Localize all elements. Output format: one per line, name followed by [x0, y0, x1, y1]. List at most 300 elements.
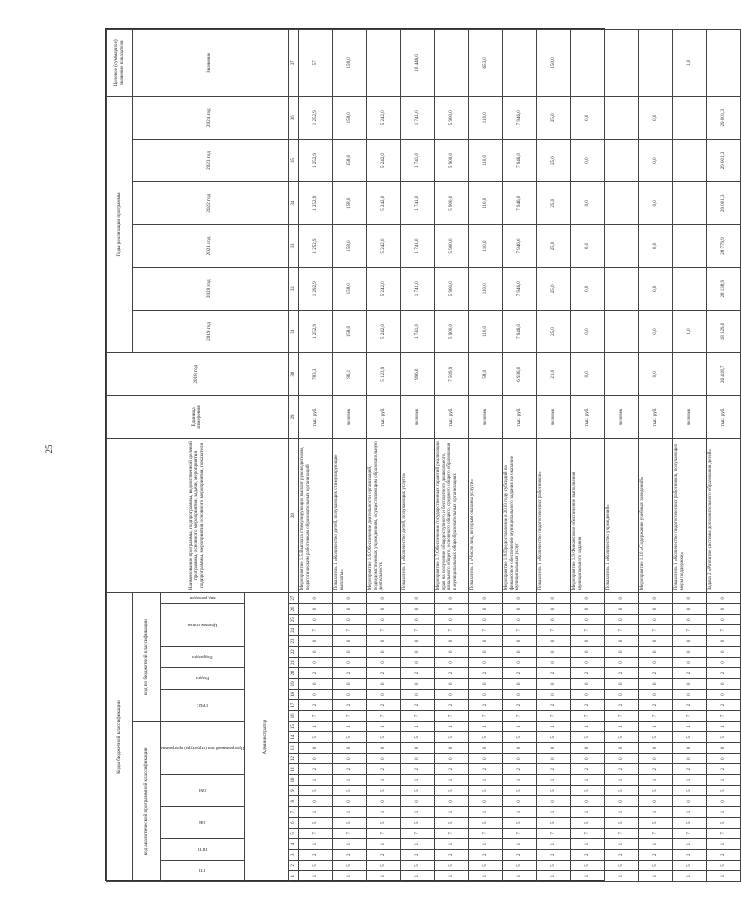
row-target-value	[502, 30, 536, 97]
row-unit: тыс. руб.	[434, 396, 468, 439]
code-cell: 1	[672, 807, 706, 818]
code-cell: 0	[468, 657, 502, 668]
column-number: 1	[288, 871, 298, 882]
code-cell: 5	[604, 817, 638, 828]
code-cell: 0	[706, 743, 740, 754]
code-cell: 7	[638, 625, 672, 636]
code-cell: 7	[332, 711, 366, 722]
header-program-structure: Программный тип (структура) программы	[161, 721, 245, 774]
row-name: Показатель 1 «Количество детей, получающих услуги»	[400, 438, 434, 592]
code-cell: 1	[468, 721, 502, 732]
row-name: Показатель 1 «Количество педагогических работников, получающих меры поддержки»	[672, 438, 706, 592]
header-admin: Администратор	[244, 593, 288, 882]
code-cell: 0	[570, 753, 604, 764]
code-cell: 2	[672, 668, 706, 679]
row-year-value: 25,0	[536, 182, 570, 225]
code-cell: 1	[502, 721, 536, 732]
header-program-code: код аналитической программной классификации	[133, 721, 161, 881]
code-cell: 1	[570, 839, 604, 850]
code-cell: 5	[638, 785, 672, 796]
table-row	[502, 30, 536, 882]
code-cell: 7	[502, 828, 536, 839]
row-unit: тыс. руб.	[570, 396, 604, 439]
row-unit: тыс. руб.	[502, 396, 536, 439]
row-target-value	[366, 30, 400, 97]
code-cell: 5	[366, 817, 400, 828]
row-year-value: 0,0	[570, 96, 604, 139]
code-cell: 7	[706, 711, 740, 722]
row-year-value: 1 741,0	[400, 225, 434, 268]
code-cell: 0	[706, 614, 740, 625]
code-cell: 7	[468, 625, 502, 636]
code-cell: 5	[672, 817, 706, 828]
row-year-value: 5 900,0	[434, 310, 468, 353]
row-2018-value: 96,1	[332, 353, 366, 396]
code-cell: 2	[468, 764, 502, 775]
row-year-value: 5 900,0	[434, 139, 468, 182]
row-name: Мероприятие 1.5.Выплата стимулирующих выплат руководителям, педагогическим работникам образовательных организаций	[298, 438, 332, 592]
code-cell: 2	[604, 700, 638, 711]
row-year-value: 18 129,0	[706, 310, 740, 353]
code-cell: 7	[434, 625, 468, 636]
row-unit: тыс. руб.	[638, 396, 672, 439]
code-cell: 2	[332, 849, 366, 860]
code-cell: 1	[298, 839, 332, 850]
code-cell: 1	[400, 871, 434, 882]
row-unit: человек	[604, 396, 638, 439]
code-cell: 0	[536, 614, 570, 625]
code-cell: 1	[298, 775, 332, 786]
code-cell: 1	[638, 721, 672, 732]
code-cell: 0	[366, 636, 400, 647]
row-unit: тыс. руб.	[366, 396, 400, 439]
code-cell: 0	[502, 796, 536, 807]
code-cell: 7	[468, 828, 502, 839]
row-year-value: 1 741,0	[400, 96, 434, 139]
code-cell: 0	[468, 678, 502, 689]
code-cell: 2	[434, 700, 468, 711]
code-cell: 1	[332, 721, 366, 732]
column-number: 23	[288, 636, 298, 647]
row-year-value: 0,0	[638, 182, 672, 225]
code-cell: 2	[400, 668, 434, 679]
code-cell: 5	[468, 860, 502, 871]
row-year-value: 0,0	[638, 225, 672, 268]
code-cell: 5	[400, 785, 434, 796]
code-cell: 2	[638, 700, 672, 711]
row-year-value	[604, 139, 638, 182]
row-year-value: 7 946,0	[502, 139, 536, 182]
code-cell: 0	[468, 796, 502, 807]
header-grbs: ГРБС	[161, 689, 245, 721]
code-cell: 0	[434, 753, 468, 764]
code-cell: 2	[706, 764, 740, 775]
column-number-row	[288, 30, 298, 882]
code-cell: 5	[570, 785, 604, 796]
row-2018-value: 7 509,9	[434, 353, 468, 396]
code-cell: 2	[366, 849, 400, 860]
code-cell: 0	[536, 689, 570, 700]
row-year-value: 25,0	[536, 310, 570, 353]
row-year-value: 158,0	[332, 267, 366, 310]
row-name: Показатель 1 «Количество детей, получающих стимулирующие выплаты»	[332, 438, 366, 592]
code-cell: 5	[604, 785, 638, 796]
code-cell: 0	[638, 689, 672, 700]
code-cell: 0	[468, 593, 502, 604]
code-cell: 0	[400, 743, 434, 754]
code-cell: 0	[638, 604, 672, 615]
code-cell: 0	[366, 614, 400, 625]
code-cell: 0	[604, 646, 638, 657]
code-cell: 0	[434, 796, 468, 807]
column-number: 13	[288, 743, 298, 754]
code-cell: 5	[536, 860, 570, 871]
code-cell: 0	[434, 646, 468, 657]
code-cell: 5	[502, 732, 536, 743]
column-number: 26	[288, 604, 298, 615]
code-cell: 2	[400, 849, 434, 860]
row-unit: человек	[332, 396, 366, 439]
code-cell: 2	[332, 764, 366, 775]
code-cell: 0	[298, 753, 332, 764]
code-cell: 0	[298, 604, 332, 615]
code-cell: 0	[502, 743, 536, 754]
code-cell: 0	[570, 678, 604, 689]
code-cell: 1	[706, 721, 740, 732]
code-cell: 1	[366, 871, 400, 882]
code-cell: 0	[366, 593, 400, 604]
code-cell: 2	[366, 668, 400, 679]
code-cell: 0	[298, 614, 332, 625]
code-cell: 1	[298, 871, 332, 882]
column-number: 35	[288, 139, 298, 182]
code-cell: 1	[672, 839, 706, 850]
header-subsection: Подраздел	[161, 646, 245, 667]
code-cell: 0	[434, 743, 468, 754]
row-name: Показатель 1 «Количество педагогических работников»	[536, 438, 570, 592]
code-cell: 2	[332, 668, 366, 679]
code-cell: 0	[400, 657, 434, 668]
row-year-value: 5 242,0	[366, 267, 400, 310]
row-year-value	[672, 267, 706, 310]
code-cell: 7	[604, 711, 638, 722]
row-year-value: 158,0	[332, 182, 366, 225]
row-year-value: 0,0	[570, 225, 604, 268]
header-budget-code: код по бюджетной классификации	[133, 593, 161, 721]
code-cell: 1	[366, 721, 400, 732]
code-cell: 7	[706, 828, 740, 839]
header-year-2024: 2024 год	[133, 96, 289, 139]
code-cell: 7	[604, 828, 638, 839]
header-unit: Единица измерения	[107, 396, 289, 439]
row-year-value: 7 946,0	[502, 225, 536, 268]
code-cell: 0	[366, 753, 400, 764]
code-cell: 0	[706, 604, 740, 615]
code-cell: 0	[536, 657, 570, 668]
code-cell: 1	[366, 807, 400, 818]
code-cell: 0	[400, 678, 434, 689]
code-cell: 0	[332, 657, 366, 668]
row-year-value: 158,0	[332, 139, 366, 182]
code-cell: 1	[570, 721, 604, 732]
code-cell: 0	[570, 743, 604, 754]
column-number: 22	[288, 646, 298, 657]
code-cell: 1	[638, 839, 672, 850]
code-cell: 0	[434, 636, 468, 647]
row-year-value: 1 252,9	[298, 96, 332, 139]
code-cell: 0	[672, 636, 706, 647]
code-cell: 1	[332, 839, 366, 850]
code-cell: 5	[366, 860, 400, 871]
code-cell: 0	[502, 636, 536, 647]
code-cell: 7	[366, 711, 400, 722]
code-cell: 1	[638, 807, 672, 818]
row-year-value: 1 741,0	[400, 139, 434, 182]
code-cell: 0	[366, 689, 400, 700]
column-number: 10	[288, 775, 298, 786]
code-cell: 1	[570, 775, 604, 786]
code-cell: 5	[536, 732, 570, 743]
code-cell: 0	[502, 657, 536, 668]
row-year-value: 5 900,0	[434, 267, 468, 310]
row-target-value: 57	[298, 30, 332, 97]
code-cell: 0	[706, 678, 740, 689]
row-year-value: 110,0	[468, 182, 502, 225]
row-year-value: 25,0	[536, 96, 570, 139]
code-cell: 0	[536, 753, 570, 764]
row-target-value: 150,0	[536, 30, 570, 97]
code-cell: 0	[706, 657, 740, 668]
code-cell: 0	[536, 604, 570, 615]
code-cell: 0	[570, 657, 604, 668]
code-cell: 0	[570, 636, 604, 647]
code-cell: 0	[604, 593, 638, 604]
code-cell: 0	[332, 636, 366, 647]
code-cell: 0	[570, 796, 604, 807]
code-cell: 1	[468, 775, 502, 786]
code-cell: 0	[536, 646, 570, 657]
code-cell: 1	[434, 807, 468, 818]
code-cell: 2	[570, 849, 604, 860]
code-cell: 7	[570, 625, 604, 636]
code-cell: 0	[638, 593, 672, 604]
code-cell: 0	[434, 604, 468, 615]
code-cell: 0	[536, 678, 570, 689]
code-cell: 1	[536, 839, 570, 850]
code-cell: 1	[400, 807, 434, 818]
code-cell: 0	[570, 593, 604, 604]
code-cell: 2	[536, 668, 570, 679]
column-number: 4	[288, 839, 298, 850]
code-cell: 2	[536, 700, 570, 711]
code-cell: 2	[434, 668, 468, 679]
row-year-value: 110,0	[468, 96, 502, 139]
code-cell: 0	[706, 689, 740, 700]
code-cell: 7	[536, 625, 570, 636]
code-cell: 7	[638, 711, 672, 722]
header-year-2018: 2018 год	[107, 353, 289, 396]
row-year-value: 29 001,3	[706, 139, 740, 182]
code-cell: 7	[706, 625, 740, 636]
row-year-value: 1 292,9	[298, 267, 332, 310]
code-cell: 0	[706, 646, 740, 657]
column-number: 9	[288, 785, 298, 796]
row-year-value	[604, 310, 638, 353]
code-cell: 0	[570, 614, 604, 625]
table-row	[604, 30, 638, 882]
row-2018-value	[604, 353, 638, 396]
table-body	[298, 30, 740, 882]
code-cell: 2	[332, 700, 366, 711]
code-cell: 1	[570, 807, 604, 818]
code-cell: 0	[536, 636, 570, 647]
code-cell: 0	[366, 678, 400, 689]
code-cell: 0	[332, 593, 366, 604]
code-cell: 0	[332, 753, 366, 764]
code-cell: 7	[298, 828, 332, 839]
table-row	[672, 30, 706, 882]
code-cell: 5	[332, 860, 366, 871]
row-2018-value: 0,0	[638, 353, 672, 396]
column-number: 16	[288, 711, 298, 722]
code-cell: 2	[672, 849, 706, 860]
row-2018-value: 58,0	[468, 353, 502, 396]
header-pgp: ПГП	[161, 839, 245, 860]
code-cell: 5	[434, 817, 468, 828]
code-cell: 5	[298, 817, 332, 828]
row-year-value: 7 946,0	[502, 182, 536, 225]
code-cell: 1	[502, 839, 536, 850]
row-year-value: 1,0	[672, 310, 706, 353]
row-year-value: 0,0	[638, 96, 672, 139]
header-codes: Коды бюджетной классификации	[107, 593, 133, 882]
table-row	[638, 30, 672, 882]
header-plan-years: Годы реализации программы	[107, 96, 133, 353]
column-number: 18	[288, 689, 298, 700]
column-number: 14	[288, 732, 298, 743]
header-gp: ГП	[161, 860, 245, 881]
code-cell: 7	[434, 828, 468, 839]
code-cell: 5	[502, 860, 536, 871]
column-number: 19	[288, 678, 298, 689]
row-unit: человек	[672, 396, 706, 439]
code-cell: 2	[570, 764, 604, 775]
column-number: 33	[288, 225, 298, 268]
code-cell: 7	[672, 711, 706, 722]
code-cell: 1	[502, 807, 536, 818]
code-cell: 5	[434, 732, 468, 743]
code-cell: 1	[434, 775, 468, 786]
code-cell: 2	[536, 764, 570, 775]
code-cell: 0	[332, 689, 366, 700]
code-cell: 2	[468, 700, 502, 711]
code-cell: 5	[332, 817, 366, 828]
code-cell: 0	[706, 753, 740, 764]
row-year-value: 0,0	[570, 310, 604, 353]
code-cell: 0	[332, 796, 366, 807]
row-target-value	[434, 30, 468, 97]
code-cell: 7	[400, 625, 434, 636]
table-row	[298, 30, 332, 882]
code-cell: 7	[332, 625, 366, 636]
code-cell: 0	[298, 689, 332, 700]
code-cell: 2	[400, 700, 434, 711]
row-year-value: 28 138,9	[706, 267, 740, 310]
row-target-value	[604, 30, 638, 97]
code-cell: 0	[672, 614, 706, 625]
table-row	[332, 30, 366, 882]
code-cell: 0	[638, 614, 672, 625]
code-cell: 0	[400, 796, 434, 807]
column-number: 37	[288, 30, 298, 97]
code-cell: 1	[502, 871, 536, 882]
header-om: ОМ	[161, 775, 245, 807]
code-cell: 0	[672, 646, 706, 657]
code-cell: 5	[434, 860, 468, 871]
code-cell: 1	[434, 721, 468, 732]
code-cell: 2	[604, 764, 638, 775]
row-unit: человек	[536, 396, 570, 439]
code-cell: 0	[400, 593, 434, 604]
header-section: Раздел	[161, 668, 245, 689]
code-cell: 5	[706, 817, 740, 828]
code-cell: 0	[332, 604, 366, 615]
code-cell: 1	[434, 839, 468, 850]
row-year-value: 5 242,0	[366, 225, 400, 268]
code-cell: 2	[672, 764, 706, 775]
code-cell: 1	[536, 807, 570, 818]
row-year-value: 0,0	[638, 310, 672, 353]
row-name: Мероприятие 1.7.Обеспечение государственных гарантий реализации прав на получение общедоступного и бесплатного дошкольного, начального общего, основного общего, среднего общего образования в муниципальных общеобразовательных организациях	[434, 438, 468, 592]
column-number: 28	[288, 438, 298, 592]
table-row	[400, 30, 434, 882]
column-number: 34	[288, 182, 298, 225]
code-cell: 0	[468, 743, 502, 754]
code-cell: 0	[502, 604, 536, 615]
code-cell: 2	[638, 849, 672, 860]
code-cell: 2	[706, 668, 740, 679]
row-2018-value: 21,0	[536, 353, 570, 396]
code-cell: 2	[536, 849, 570, 860]
row-year-value	[604, 182, 638, 225]
code-cell: 0	[672, 796, 706, 807]
code-cell: 1	[536, 721, 570, 732]
row-2018-value: 0,0	[570, 353, 604, 396]
code-cell: 0	[672, 689, 706, 700]
code-cell: 1	[366, 839, 400, 850]
code-cell: 2	[434, 849, 468, 860]
code-cell: 0	[298, 796, 332, 807]
code-cell: 7	[672, 625, 706, 636]
code-cell: 2	[366, 700, 400, 711]
row-name: Показатель 1 «Количество учреждений»	[604, 438, 638, 592]
row-year-value: 1 741,0	[400, 182, 434, 225]
code-cell: 0	[502, 646, 536, 657]
column-number: 3	[288, 849, 298, 860]
row-year-value	[672, 139, 706, 182]
code-cell: 0	[298, 636, 332, 647]
header-ov: ОВ	[161, 807, 245, 839]
code-cell: 0	[672, 753, 706, 764]
row-target-value: 653,0	[468, 30, 502, 97]
code-cell: 0	[400, 689, 434, 700]
row-year-value: 158,0	[332, 96, 366, 139]
code-cell: 1	[434, 871, 468, 882]
code-cell: 0	[604, 796, 638, 807]
code-cell: 2	[400, 764, 434, 775]
row-year-value	[604, 267, 638, 310]
code-cell: 0	[536, 796, 570, 807]
